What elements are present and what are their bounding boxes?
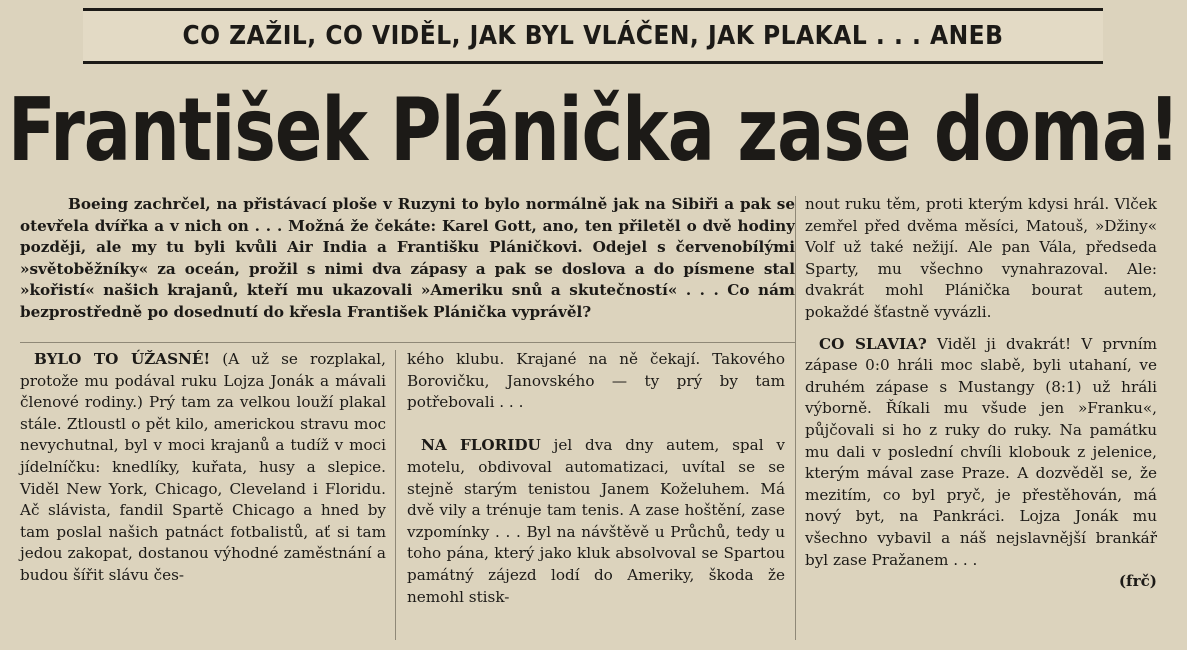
section-lead-florida: NA FLORIDU xyxy=(421,436,541,455)
column-2-paragraph-2 xyxy=(407,435,785,608)
column-3-paragraph-1: nout ruku těm, proti kterým kdysi hrál. Vlček zemřel před dvěma měsíci, Matouš, »Džiny« Volf už také nežijí. Ale pan Vála, předseda Sparty, mu všechno vynahrazoval. Ale: dvakrát mohl Plánička bourat autem, pokaždé šťastně vyvázli. xyxy=(805,195,1157,321)
section-lead-slavia: CO SLAVIA? xyxy=(819,334,927,353)
column-rule-2 xyxy=(795,196,796,640)
column-2 xyxy=(407,349,785,608)
kicker-headline: CO ZAŽIL, CO VIDĚL, JAK BYL VLÁČEN, JAK PLAKAL . . . ANEB xyxy=(83,8,1103,64)
column-1-text: (A už se rozplakal, protože mu podával ruku Lojza Jonák a mávali členové rodiny.) Prý tam za velkou louží plakal stále. Ztloustl o pět kilo, americkou stravu moc nevychutnal, byl v moci krajanů a tudíž v moci jídelníčku: knedlíky, kuřata, husy a slepice. Viděl New York, Chicago, Cleveland i Floridu. Ač slávista, fandil Spartě Chicago a hned by tam poslal našich patnáct fotbalistů, ať si tam jedou zakopat, dostanou výhodné zaměstnání a budou šířit slávu čes- xyxy=(20,350,386,584)
horizontal-rule xyxy=(20,342,795,343)
column-3-text: Viděl ji dvakrát! V prvním zápase 0:0 hráli moc slabě, byli utahaní, ve druhém zápase s Mustangy (8:1) už hráli výborně. Říkali mu všude jen »Franku«, půjčovali si ho z ruky do ruky. Na památku mu dali v poslední chvíli klobouk z jelenice, kterým mával zase Praze. A dozvěděl se, že mezitím, co byl pryč, je přestěhován, má nový byt, na Pankráci. Lojza Jonák mu všechno vybavil a náš nejslavnější brankář byl zase Pražanem . . . xyxy=(805,334,1158,569)
column-3-paragraph-2 xyxy=(805,334,1157,572)
section-lead-bylo: BYLO TO ÚŽASNÉ! xyxy=(34,350,211,368)
column-rule-1 xyxy=(395,350,396,640)
column-1-paragraph xyxy=(20,349,386,587)
lede-paragraph xyxy=(20,194,795,324)
column-2-paragraph-1: kého klubu. Krajané na ně čekají. Takového Borovičku, Janovského — ty prý by tam potřebovali . . . xyxy=(407,350,785,412)
main-headline: František Plánička zase doma! xyxy=(7,78,1180,182)
column-1 xyxy=(20,349,386,587)
column-2-text: jel dva dny autem, spal v motelu, obdivoval automatizaci, uvítal se se stejně starým tenistou Janem Koželuhem. Má dvě vily a trénuje tam tenis. A zase hoštění, zase vzpomínky . . . Byl na návštěvě u Průchů, tedy u toho pána, který jako kluk absolvoval se Spartou památný zájezd lodí do Ameriky, škoda že nemohl stisk- xyxy=(407,436,785,606)
author-signature: (frč) xyxy=(1118,572,1157,591)
column-3 xyxy=(805,194,1157,593)
lede-text: Boeing zachrčel, na přistávací ploše v Ruzyni to bylo normálně jak na Sibiři a pak se otevřela dvířka a v nich on . . . Možná že čekáte: Karel Gott, ano, ten přiletěl o dvě hodiny později, ale my tu byli kvůli Air India a Františku Pláničkovi. Odejel s červenobílými »světoběžníky« za oceán, prožil s nimi dva zápasy a pak se doslova a do písmene stal »kořistí« našich krajanů, kteří mu ukazovali »Ameriku snů a skutečností« . . . Co nám bezprostředně po dosednutí do křesla František Plánička vyprávěl? xyxy=(20,195,795,321)
